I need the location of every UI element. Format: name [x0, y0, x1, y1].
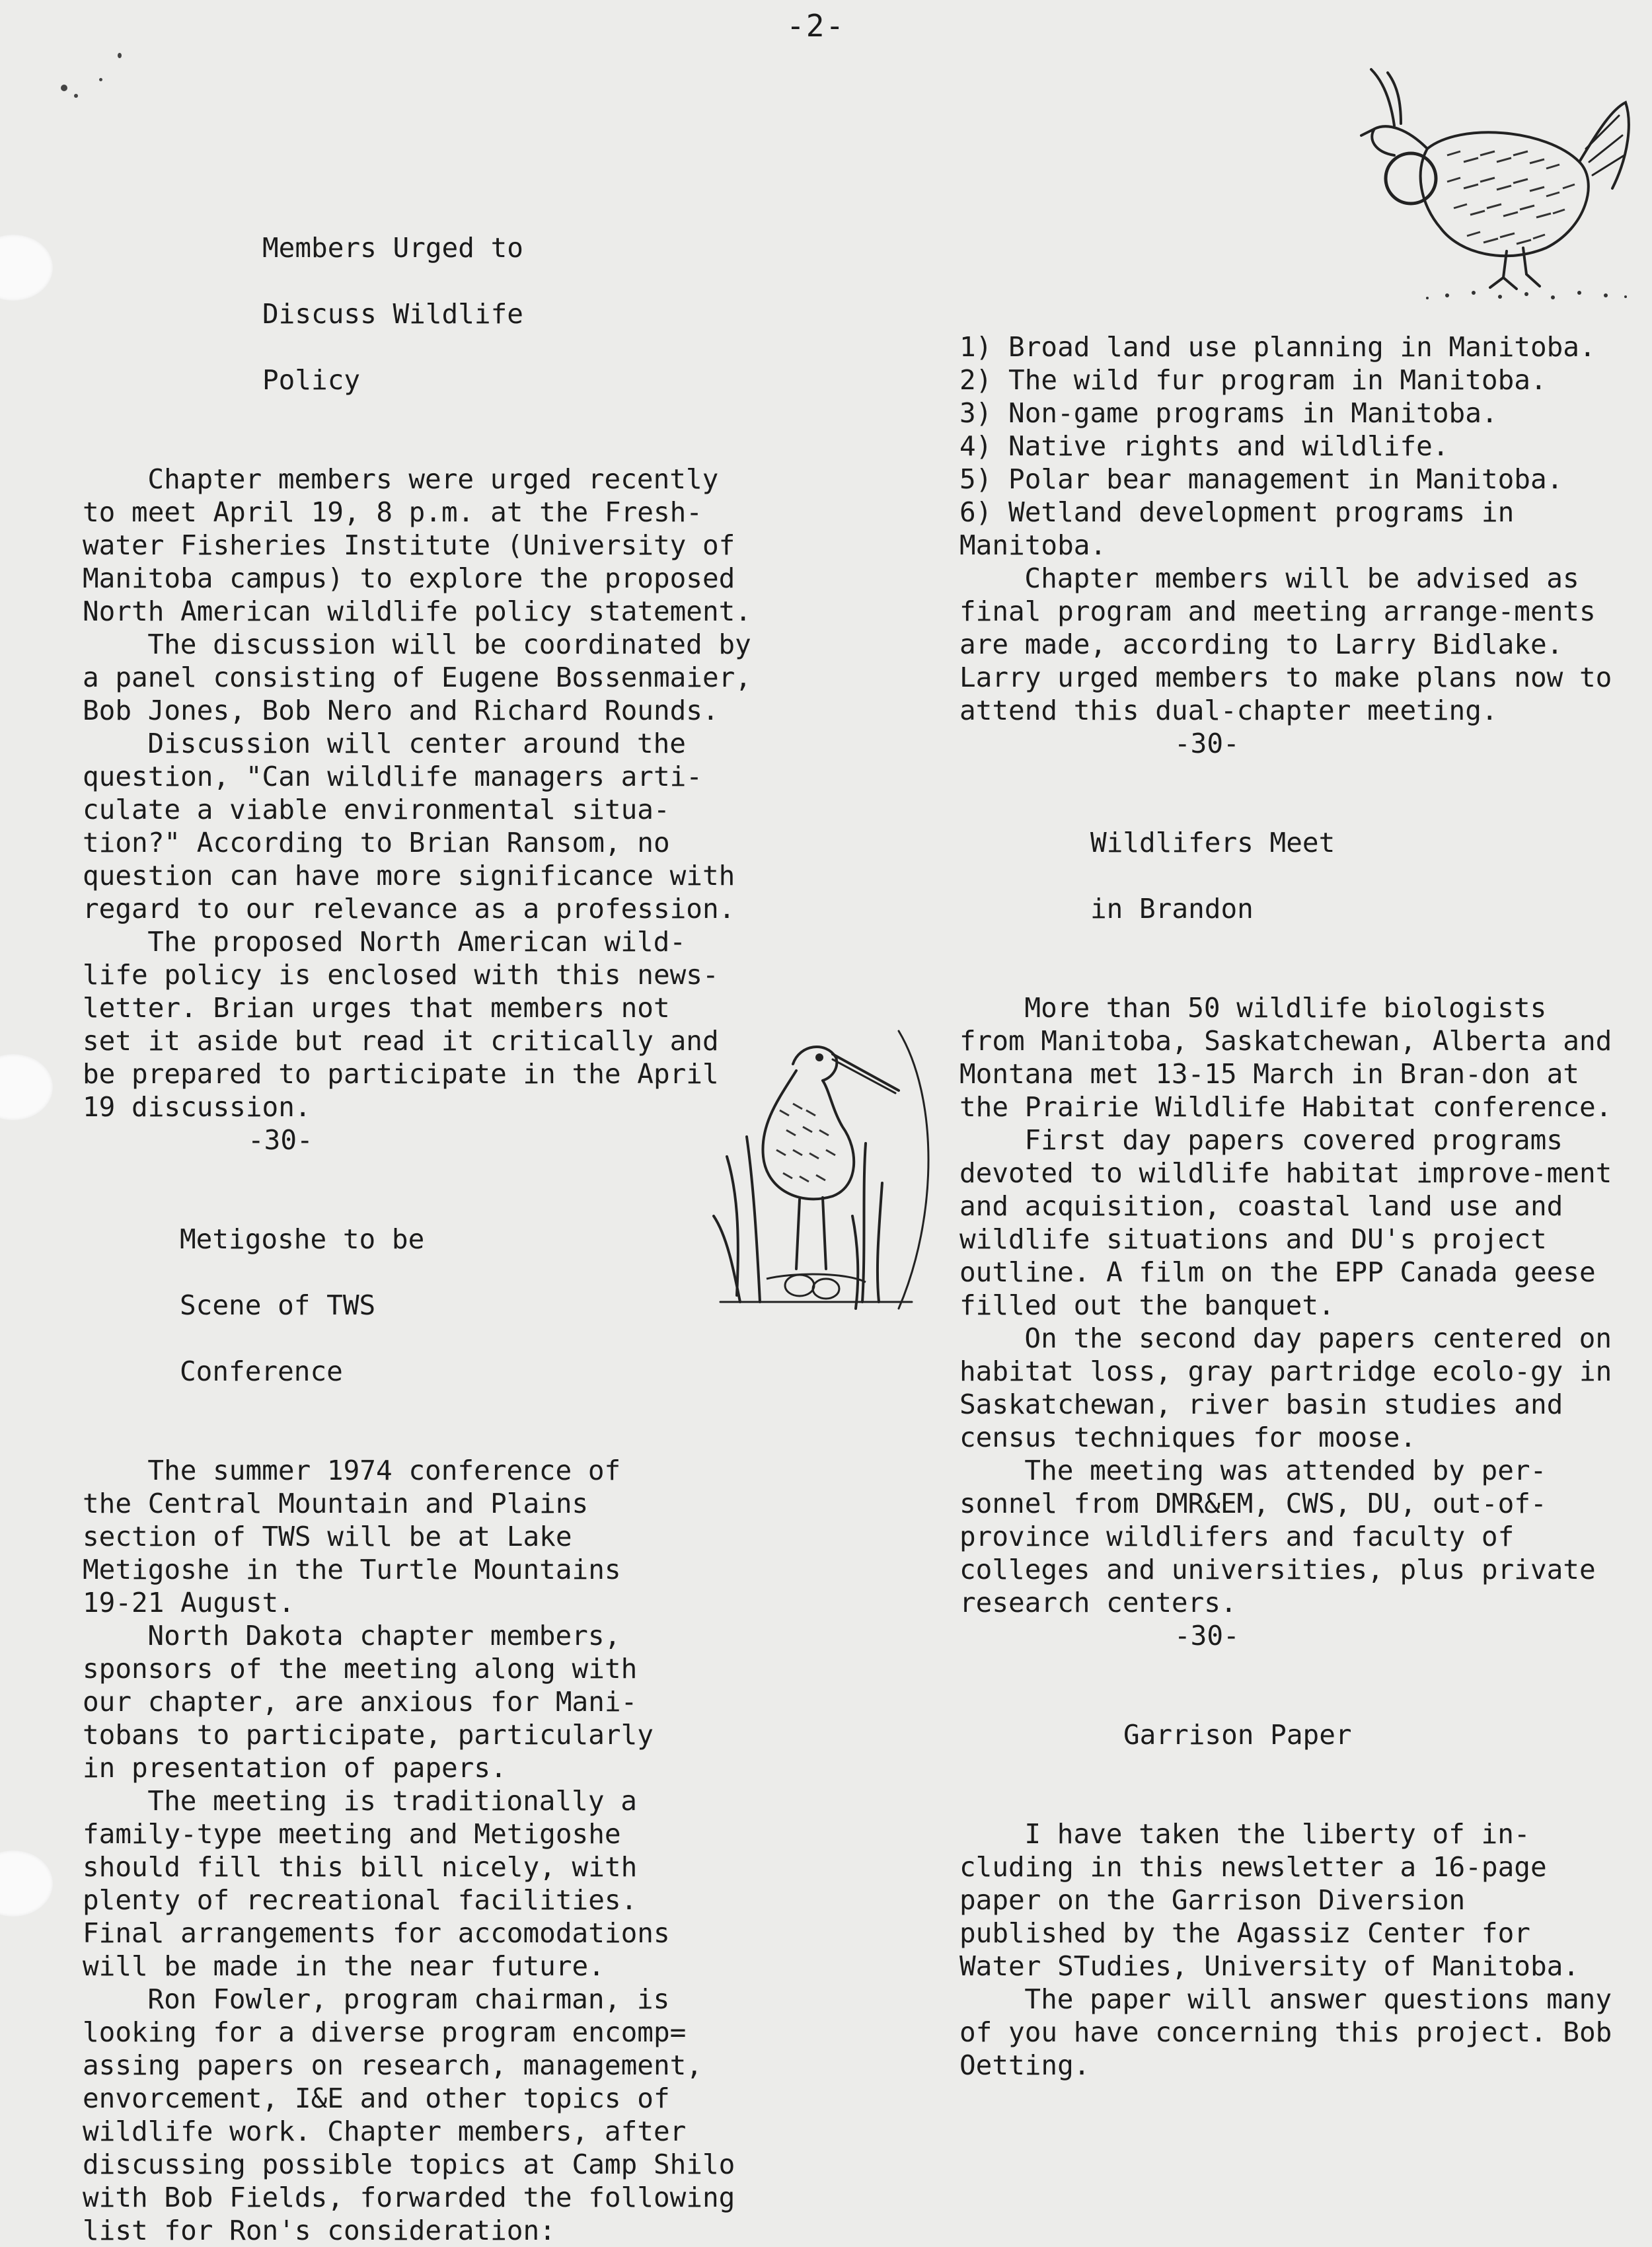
paragraph: Ron Fowler, program chairman, is looking for a diverse program encomp= assing papers on research, management, envorcement, I&E and other topics of wildlife work. Chapter members, after discussing possible topics at Camp Shilo with Bob Fields, forwarded the following list for Ron's consideration: — [83, 1983, 735, 2246]
headline-line: Discuss Wildlife — [262, 298, 523, 330]
paragraph: First day papers covered programs devoted to wildlife habitat improve-ment and acquisition, coastal land use and wildlife situations and DU's project outline. A film on the EPP Canada geese filled out the banquet. — [959, 1124, 1612, 1321]
binder-hole-mark — [0, 235, 53, 301]
list-item: 6) Wetland development programs in Manitoba. — [959, 496, 1515, 561]
paragraph: On the second day papers centered on habitat loss, gray partridge ecolo-gy in Saskatchewan, river basin studies and census techniques for moose. — [959, 1322, 1612, 1453]
headline-line: Garrison Paper — [1123, 1719, 1352, 1751]
end-mark: -30- — [248, 1124, 313, 1156]
list-item: 2) The wild fur program in Manitoba. — [959, 364, 1547, 396]
headline-metigoshe — [180, 1190, 757, 1421]
paragraph: The meeting is traditionally a family-type meeting and Metigoshe should fill this bill nicely, with plenty of recreational facilities. Final arrangements for accomodations will be made in the near future. — [83, 1785, 670, 1982]
paragraph: The discussion will be coordinated by a panel consisting of Eugene Bossenmaier, Bob Jones, Bob Nero and Richard Rounds. — [83, 628, 752, 726]
paragraph: North Dakota chapter members, sponsors of the meeting along with our chapter, are anxious for Mani-tobans to participate, particularly in presentation of papers. — [83, 1620, 654, 1784]
right-column — [959, 330, 1620, 2082]
paragraph: More than 50 wildlife biologists from Manitoba, Saskatchewan, Alberta and Montana met 13-15 March in Bran-don at the Prairie Wildlife Habitat conference. — [959, 992, 1612, 1123]
headline-line: Conference — [180, 1355, 343, 1387]
binder-hole-mark — [0, 1054, 53, 1120]
ink-speck — [99, 78, 102, 81]
headline-garrison-paper — [1123, 1685, 1620, 1784]
list-item: 5) Polar bear management in Manitoba. — [959, 463, 1563, 495]
list-item: 4) Native rights and wildlife. — [959, 430, 1449, 462]
topic-list — [959, 330, 1620, 562]
end-mark: -30- — [1174, 728, 1240, 759]
paragraph: The proposed North American wild-life policy is enclosed with this news-letter. Brian urges that members not set it aside but read it critically and be prepared to participate in the April 19 discussion. — [83, 926, 719, 1123]
headline-line: Policy — [262, 364, 361, 396]
headline-line: in Brandon — [1090, 893, 1254, 925]
prairie-chicken-icon — [1348, 50, 1639, 307]
paragraph: The paper will answer questions many of you have concerning this project. Bob Oetting. — [959, 1983, 1612, 2081]
headline-line: Wildlifers Meet — [1090, 827, 1335, 858]
left-column — [83, 198, 757, 2247]
headline-members-urged — [262, 198, 757, 430]
list-item: 3) Non-game programs in Manitoba. — [959, 397, 1498, 429]
binder-hole-mark — [0, 1850, 53, 1917]
ink-speck — [61, 85, 67, 91]
ink-speck — [118, 53, 122, 58]
paragraph: The summer 1974 conference of the Central Mountain and Plains section of TWS will be at Lake Metigoshe in the Turtle Mountains 19-21 August. — [83, 1455, 621, 1619]
headline-wildlifers-meet — [1090, 793, 1620, 958]
ink-speck — [74, 94, 78, 98]
paragraph: I have taken the liberty of in-cluding in this newsletter a 16-page paper on the Garrison Diversion published by the Agassiz Center for Water STudies, University of Manitoba. — [959, 1818, 1579, 1982]
page-number: -2- — [786, 8, 846, 44]
sandpiper-icon — [700, 1018, 952, 1322]
headline-line: Metigoshe to be — [180, 1223, 425, 1255]
paragraph: The meeting was attended by per-sonnel from DMR&EM, CWS, DU, out-of-province wildlifers and faculty of colleges and universities, plus private research centers. — [959, 1455, 1596, 1619]
headline-line: Members Urged to — [262, 232, 523, 264]
paragraph: Discussion will center around the question, "Can wildlife managers arti-culate a viable environmental situa-tion?" According to Brian Ransom, no question can have more significance with regard to our relevance as a profession. — [83, 728, 735, 925]
list-item: 1) Broad land use planning in Manitoba. — [959, 331, 1596, 363]
headline-line: Scene of TWS — [180, 1289, 376, 1321]
paragraph: Chapter members were urged recently to meet April 19, 8 p.m. at the Fresh-water Fisheries Institute (University of Manitoba campus) to explore the proposed North American wildlife policy statement. — [83, 463, 752, 627]
paragraph: Chapter members will be advised as final program and meeting arrange-ments are made, according to Larry Bidlake. Larry urged members to make plans now to attend this dual-chapter meeting. — [959, 562, 1612, 726]
end-mark: -30- — [1174, 1620, 1240, 1652]
